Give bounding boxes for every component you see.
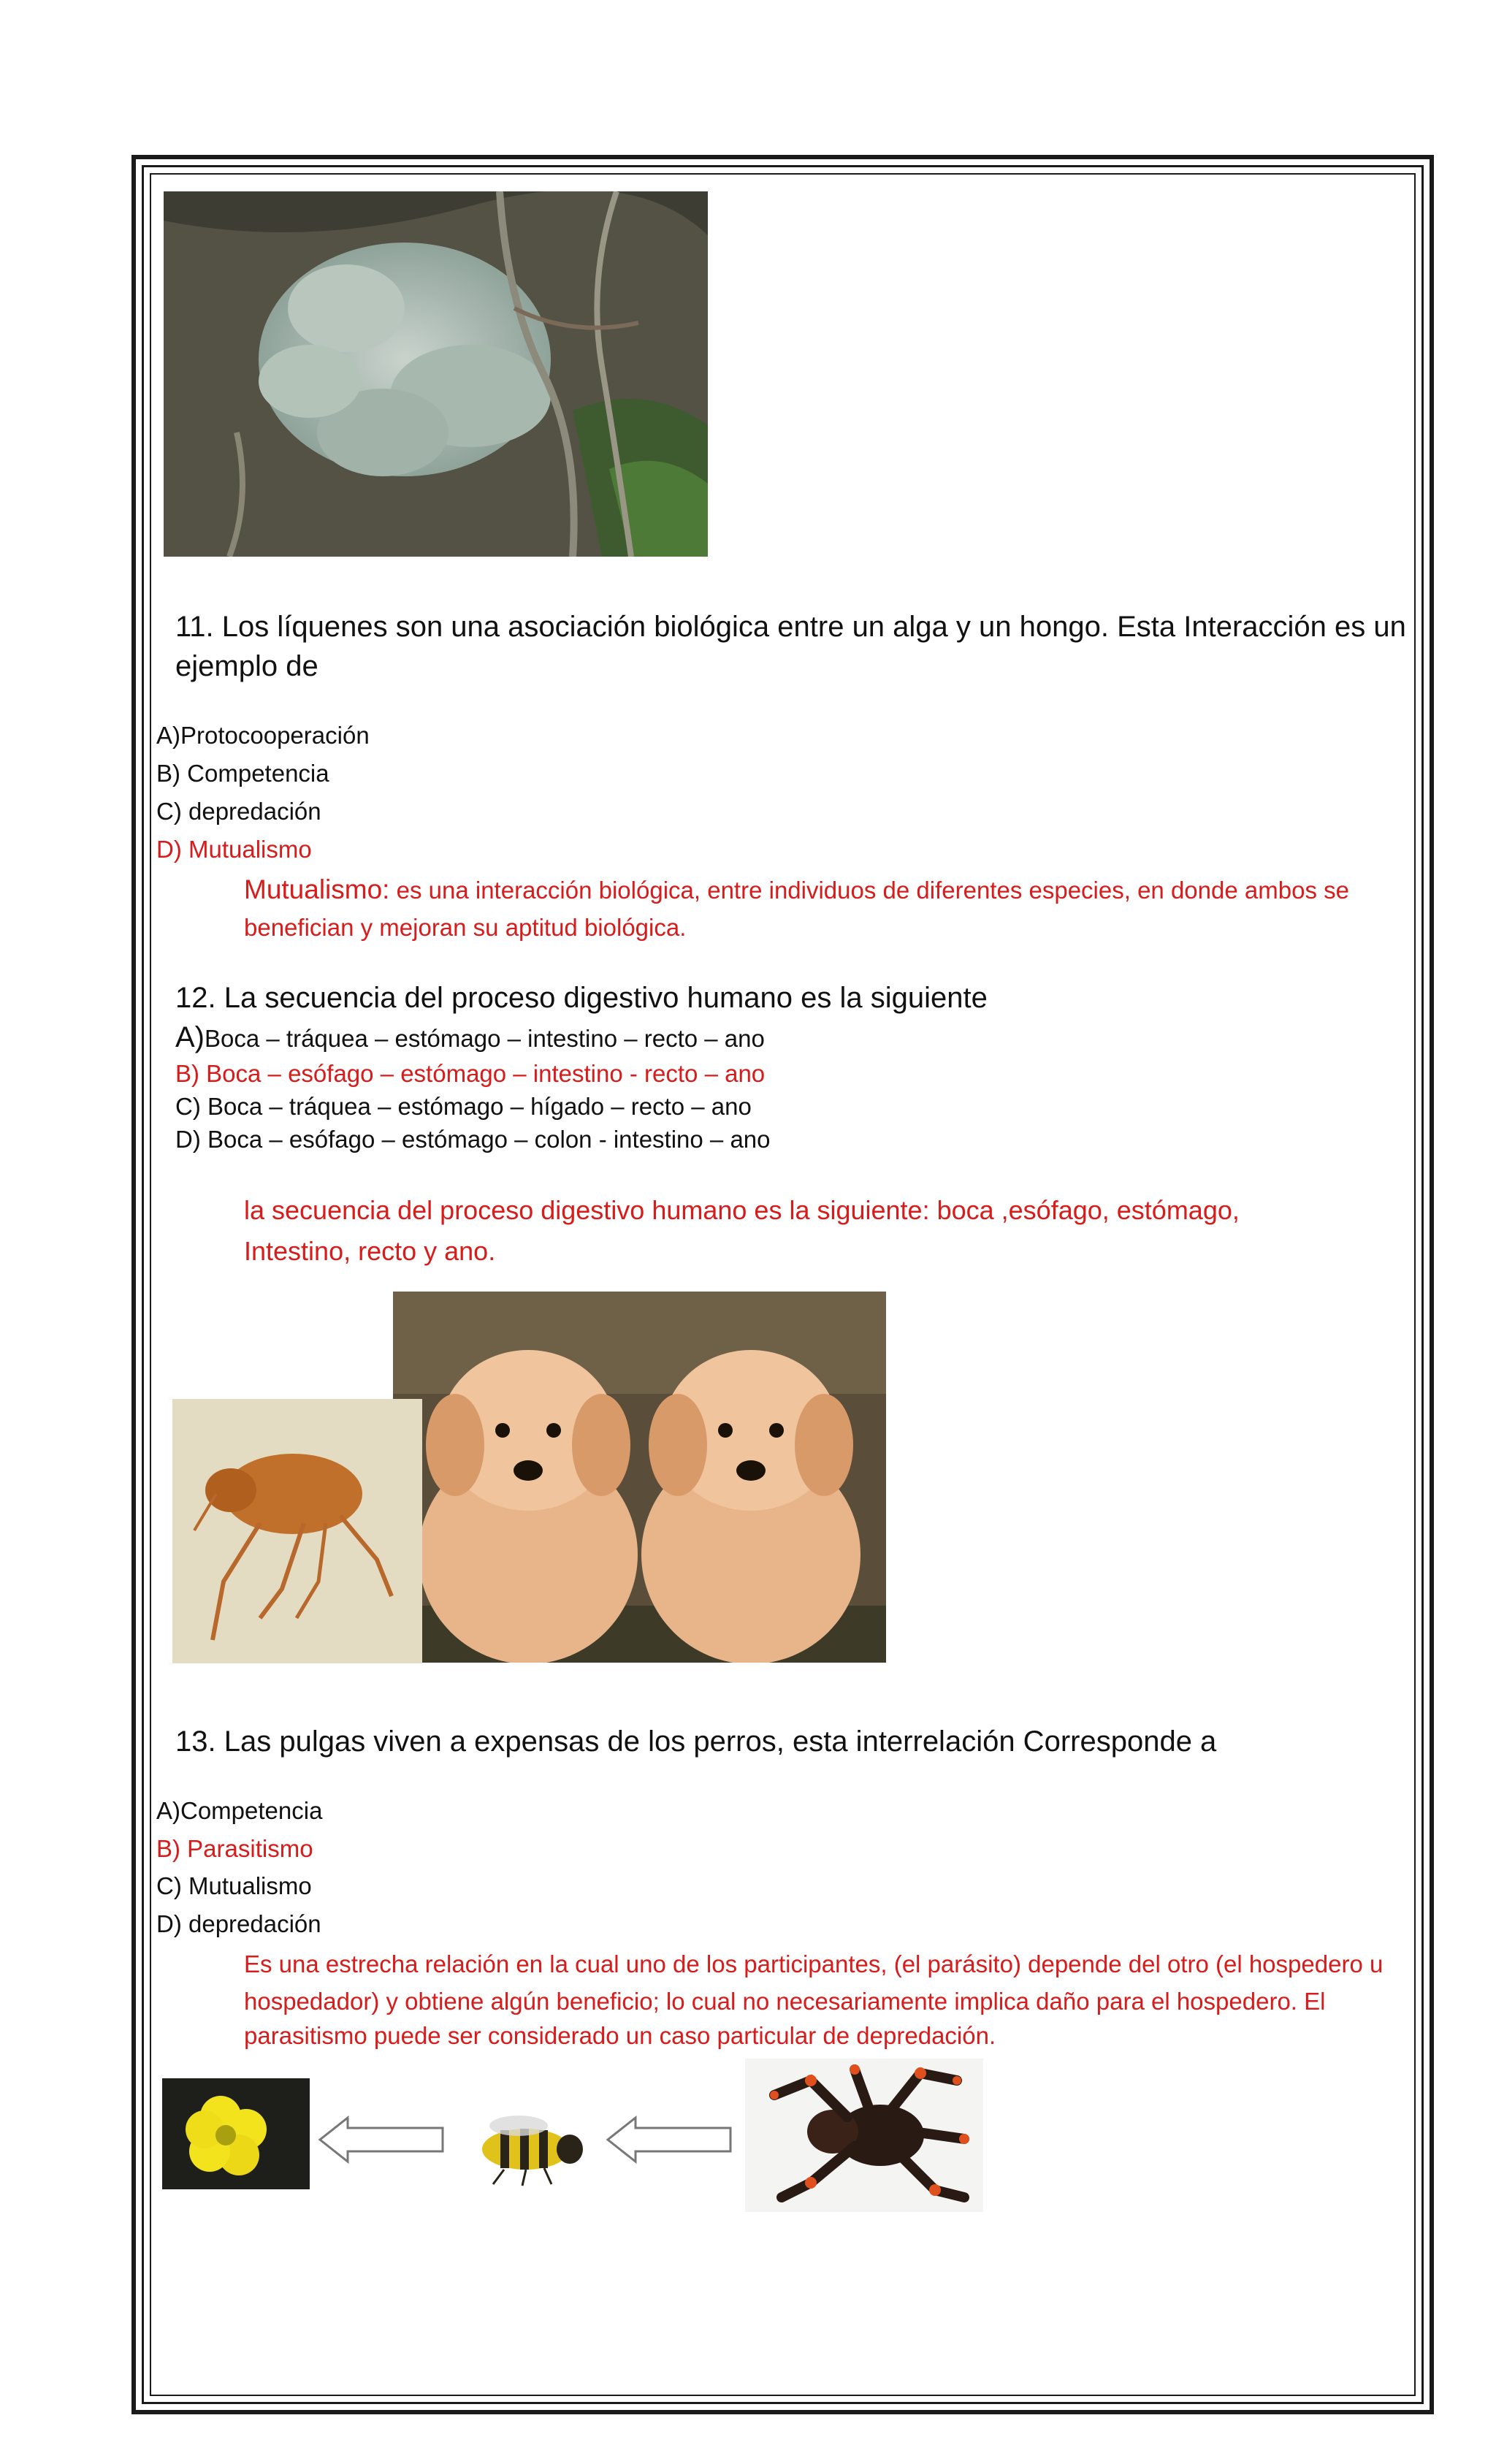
lichen-photo [164,191,708,557]
q12-explanation-line2: Intestino, recto y ano. [244,1236,496,1266]
q12-explanation-line1: la secuencia del proceso digestivo humano es la siguiente: boca ,esófago, estómago, [244,1195,1240,1225]
q11-question-line1: 11. Los líquenes son una asociación biológica entre un alga y un hongo. Esta Interacción es un [175,611,1406,643]
q11-option-b: B) Competencia [156,760,329,787]
q12-option-d: D) Boca – esófago – estómago – colon - intestino – ano [175,1126,771,1153]
q11-explanation-text: es una interacción biológica, entre individuos de diferentes especies, en donde ambos se [389,877,1349,904]
tarantula-photo [745,2059,983,2212]
q13-option-b-answer: B) Parasitismo [156,1835,313,1862]
q13-option-a: A)Competencia [156,1797,323,1824]
q11-explanation-term: Mutualismo: [244,874,390,904]
flea-photo [172,1399,422,1663]
q12-option-a [175,1021,765,1054]
bee-photo [460,2104,592,2192]
q13-option-d: D) depredación [156,1910,321,1937]
arrow-left-icon-2 [605,2115,733,2164]
q13-explanation-line1: Es una estrecha relación en la cual uno de los participantes, (el parásito) depende del otro (el hospedero u [244,1950,1384,1977]
q11-option-c: C) depredación [156,798,321,825]
q11-option-a: A)Protocooperación [156,722,370,749]
q13-explanation-line3: parasitismo puede ser considerado un caso particular de depredación. [244,2022,996,2049]
q11-option-d-answer: D) Mutualismo [156,836,312,863]
q12-option-b-answer: B) Boca – esófago – estómago – intestino - recto – ano [175,1060,766,1087]
q11-question-line2: ejemplo de [175,650,318,682]
arrow-left-icon [317,2115,446,2164]
q12-option-a-text: Boca – tráquea – estómago – intestino – recto – ano [205,1025,765,1052]
flower-photo [162,2078,310,2189]
q13-question: 13. Las pulgas viven a expensas de los perros, esta interrelación Corresponde a [175,1725,1217,1758]
q12-question: 12. La secuencia del proceso digestivo humano es la siguiente [175,982,988,1014]
q13-option-c: C) Mutualismo [156,1872,312,1899]
q12-option-c: C) Boca – tráquea – estómago – hígado – recto – ano [175,1093,752,1120]
q13-explanation-line2: hospedador) y obtiene algún beneficio; lo cual no necesariamente implica daño para el hospedero. El [244,1988,1326,2015]
puppies-photo [393,1292,886,1663]
q11-explanation-line2: benefician y mejoran su aptitud biológica. [244,914,687,941]
q11-explanation-line1 [244,874,1349,905]
q12-option-a-letter: A) [175,1021,205,1053]
